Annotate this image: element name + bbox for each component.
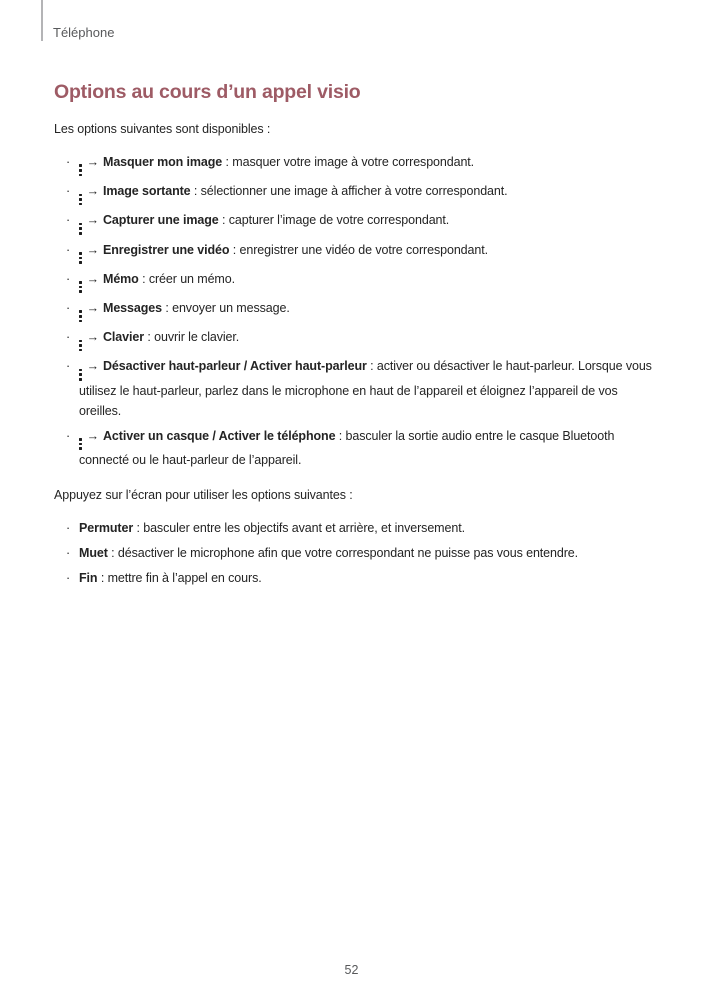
list-item-text xyxy=(79,152,652,176)
option-desc: : créer un mémo. xyxy=(138,271,235,286)
bullet-icon: · xyxy=(66,300,71,315)
list-item-text xyxy=(79,426,652,470)
bullet-icon: · xyxy=(66,242,71,257)
option-desc: : ouvrir le clavier. xyxy=(144,330,240,345)
bullet-icon: · xyxy=(66,155,71,169)
option-label: Capturer une image xyxy=(103,213,219,228)
option-label: Activer un casque / Activer le téléphone xyxy=(103,428,336,443)
option-desc: : envoyer un message. xyxy=(161,300,290,315)
arrow-right-icon: → xyxy=(86,300,99,315)
list-item xyxy=(54,152,652,176)
intro-paragraph: Les options suivantes sont disponibles : xyxy=(54,122,271,136)
icon-options-list xyxy=(54,152,652,470)
option-label: Image sortante xyxy=(103,184,191,199)
chapter-header: Téléphone xyxy=(53,25,115,40)
arrow-right-icon: → xyxy=(86,242,99,257)
option-label: Fin xyxy=(79,570,98,585)
bullet-icon: · xyxy=(66,330,71,345)
bullet-icon: · xyxy=(66,359,71,374)
option-desc: : sélectionner une image à afficher à votre correspondant. xyxy=(190,184,508,199)
list-item xyxy=(54,269,652,293)
chapter-divider-rule xyxy=(41,0,43,41)
list-item xyxy=(54,543,652,563)
arrow-right-icon: → xyxy=(86,271,99,286)
bullet-icon: · xyxy=(66,570,71,585)
option-desc: : masquer votre image à votre correspondant. xyxy=(222,155,475,169)
list-item-text xyxy=(79,240,652,264)
list-item-text xyxy=(79,298,652,322)
more-options-icon xyxy=(79,369,82,381)
arrow-right-icon: → xyxy=(86,213,99,228)
option-desc: : mettre fin à l’appel en cours. xyxy=(97,570,262,585)
arrow-right-icon: → xyxy=(86,330,99,345)
option-desc: : basculer la sortie audio entre le casque Bluetooth connecté ou le haut-parleur de l’appareil. xyxy=(79,428,615,467)
option-desc: : activer ou désactiver le haut-parleur. Lorsque vous utilisez le haut-parleur, parlez dans le microphone en haut de l’appareil et éloignez l’appareil de vos oreilles. xyxy=(79,359,652,418)
list-item xyxy=(54,327,652,351)
section-title: Options au cours d’un appel visio xyxy=(54,81,361,103)
more-options-icon xyxy=(79,438,82,450)
page-content xyxy=(54,81,652,603)
list-item xyxy=(54,356,652,420)
list-item-text xyxy=(79,356,652,420)
list-item-text xyxy=(79,269,652,293)
list-item xyxy=(54,568,652,588)
option-desc: : enregistrer une vidéo de votre correspondant. xyxy=(229,242,488,257)
list-item xyxy=(54,181,652,205)
option-label: Enregistrer une vidéo xyxy=(103,242,230,257)
bullet-icon: · xyxy=(66,520,71,535)
option-label: Muet xyxy=(79,545,108,560)
option-label: Désactiver haut-parleur / Activer haut-parleur xyxy=(103,359,367,374)
list-item xyxy=(54,298,652,322)
list-item-text xyxy=(79,568,652,588)
option-desc: : basculer entre les objectifs avant et arrière, et inversement. xyxy=(133,520,465,535)
option-label: Masquer mon image xyxy=(103,155,223,169)
list-item xyxy=(54,518,652,538)
option-label: Clavier xyxy=(103,330,144,345)
more-options-icon xyxy=(79,310,82,322)
option-label: Mémo xyxy=(103,271,139,286)
list-item-text xyxy=(79,543,652,563)
list-item xyxy=(54,426,652,470)
bullet-icon: · xyxy=(66,428,71,443)
list-item-text xyxy=(79,518,652,538)
option-label: Permuter xyxy=(79,520,134,535)
arrow-right-icon: → xyxy=(86,359,99,374)
option-desc: : capturer l’image de votre correspondant. xyxy=(218,213,450,228)
bullet-icon: · xyxy=(66,545,71,560)
second-intro-paragraph: Appuyez sur l’écran pour utiliser les options suivantes : xyxy=(54,487,353,502)
more-options-icon xyxy=(79,164,82,176)
list-item xyxy=(54,240,652,264)
more-options-icon xyxy=(79,252,82,264)
list-item-text xyxy=(79,181,652,205)
list-item-text xyxy=(79,327,652,351)
list-item xyxy=(54,210,652,234)
more-options-icon xyxy=(79,194,82,206)
touch-options-list xyxy=(54,518,652,588)
more-options-icon xyxy=(79,223,82,235)
more-options-icon xyxy=(79,281,82,293)
more-options-icon xyxy=(79,340,82,352)
bullet-icon: · xyxy=(66,213,71,228)
option-desc: : désactiver le microphone afin que votre correspondant ne puisse pas vous entendre. xyxy=(107,545,579,560)
bullet-icon: · xyxy=(66,184,71,199)
page-number: 52 xyxy=(344,963,359,977)
arrow-right-icon: → xyxy=(86,155,99,169)
option-label: Messages xyxy=(103,300,162,315)
bullet-icon: · xyxy=(66,271,71,286)
arrow-right-icon: → xyxy=(86,184,99,199)
list-item-text xyxy=(79,210,652,234)
arrow-right-icon: → xyxy=(86,428,99,443)
